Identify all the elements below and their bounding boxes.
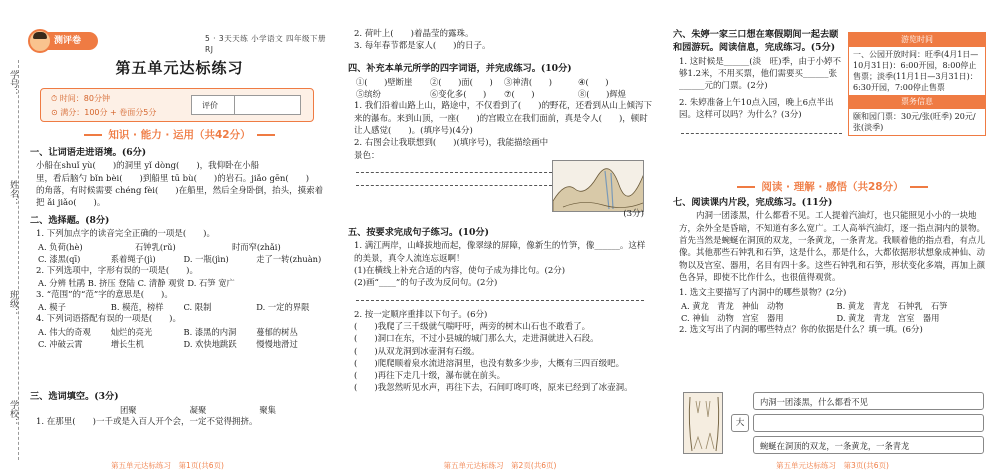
binding-gutter: [0, 0, 26, 476]
question-5: [348, 226, 652, 395]
exam-info-box: [40, 88, 314, 122]
question-text: 2. 按一定顺序重排以下句子。(6分): [354, 309, 488, 320]
question-text: 4. 下列词语搭配有误的一项是( )。: [36, 314, 181, 325]
page-title: 第五单元达标练习: [115, 59, 244, 77]
option[interactable]: 时而窄(zhǎi): [232, 241, 281, 252]
table-header-hours: 游览时间: [849, 33, 985, 47]
option[interactable]: D. 一瓶(jìn): [183, 253, 229, 264]
mountain-illustration: [552, 160, 644, 212]
option[interactable]: A. 负荷(hè): [38, 241, 83, 252]
question-heading: 三、选词填空。(3分): [30, 391, 119, 402]
option[interactable]: B. 黄龙 青龙 石钟乳 石笋: [836, 300, 948, 311]
ticket-info-table: [848, 32, 986, 136]
evaluation-box[interactable]: [191, 95, 301, 115]
section-banner-reading: 阅读 · 理解 · 感悟（共28分）: [673, 180, 992, 195]
option[interactable]: C. 冲破云霄: [38, 338, 83, 349]
question-6: [673, 28, 842, 134]
gutter-name: 姓名：: [8, 180, 19, 207]
question-3: [30, 390, 329, 429]
answer-line[interactable]: [681, 133, 842, 134]
question-text: (2)画“____”的句子改为反问句。(2分): [354, 278, 498, 289]
question-7: [673, 196, 992, 336]
page-footer: 第五单元达标练习 第3页(共6页): [776, 461, 889, 471]
gutter-student-number: 学号：: [8, 70, 19, 97]
answer-box-blank[interactable]: [753, 414, 984, 432]
idiom-blank[interactable]: ③神清( ): [504, 77, 552, 88]
options-row: [673, 300, 992, 312]
option[interactable]: D. 一定的界限: [256, 302, 310, 313]
option[interactable]: A. 分辨 牡鹃 B. 挤压 登陆 C. 清静 观赏 D. 石笋 宽广: [38, 278, 235, 288]
table-cell-hours: 一、公园开放时间：旺季(4月1日—10月31日)：6:00开园，8:00停止售票；淡季(11月1日—3月31日)：6:30开园，7:00停止售票: [853, 49, 979, 93]
question-1: [30, 146, 329, 210]
reading-passage: 内洞一团漆黑，什么都看不见。工人提着汽油灯，也只能照见小小的一块地方，余外全是昏暗，不知道有多么宽广。工人高举汽油灯，逐一指点洞内的景物。首先当然是蜿蜒在洞顶的双龙，一条黄龙，一条青龙。我顺着他的指点看，有点儿像。其他那些石钟乳和石笋，这是什么，那是什么，大都依据形状想象成神仙、动物以及宫室、器用，名目有四十多。这些石钟乳和石笋，形状变化多端，再加上颜色各异，即使不比作什么，也很值得观赏。: [679, 211, 986, 283]
question-text: 2. 朱婷准备上午10点入园，晚上6点半出园。这样可以吗？为什么？(3分): [679, 97, 834, 120]
idiom-blank[interactable]: ⑧( )辉煌: [578, 89, 626, 100]
question-text: 2. 右图会让我联想到( )(填序号)，我能描绘画中景色：: [354, 138, 549, 161]
sequence-item[interactable]: ( )从双龙洞到冰壶洞有石级。: [354, 346, 480, 357]
idiom-blank[interactable]: ⑥变化多( ): [430, 89, 487, 100]
word-bank: [30, 404, 329, 416]
page-footer: 第五单元达标练习 第1页(共6页): [111, 461, 224, 471]
question-text: 2. 下列选项中，字形有误的一项是( )。: [36, 265, 198, 276]
question-heading: 一、让词语走进语境。(6分): [30, 147, 147, 158]
cave-illustration: [683, 392, 723, 454]
idiom-blank[interactable]: ②( )面( ): [430, 77, 493, 88]
gutter-class: 班级：: [8, 290, 19, 317]
table-cell-tickets: 颐和园门票：30元/张(旺季) 20元/张(淡季): [853, 111, 976, 133]
option[interactable]: C. 神仙 动物 宫室 器用: [681, 312, 784, 323]
question-text: 2. 荷叶上( )着晶莹的露珠。: [354, 29, 474, 39]
question-text: 2. 选文写出了内洞的哪些特点？你的依据是什么？填一填。(6分): [679, 324, 923, 335]
word-option: 聚集: [259, 405, 276, 416]
options-row: [30, 277, 329, 289]
option[interactable]: 走了一转(zhuàn): [256, 253, 322, 264]
question-text: 3. “范围”的“范”字的意思是( )。: [36, 290, 173, 301]
options-row: [673, 312, 992, 324]
sequence-item[interactable]: ( )爬爬顺着泉水流进溶洞里，也没有数多少步，大概有三四百级吧。: [354, 358, 625, 369]
option[interactable]: D. 欢快地跳跃: [183, 338, 237, 349]
question-heading: 四、补充本单元所学的四字词语，并完成练习。(10分): [348, 63, 572, 74]
page-1: [0, 0, 335, 476]
sequence-item[interactable]: ( )我爬了三千级就气喘吁吁，两旁的树木山石也不敢看了。: [354, 321, 591, 332]
section-banner-knowledge: 知识 · 能力 · 运用（共42分）: [30, 128, 329, 143]
question-heading: 七、阅读课内片段，完成练习。(11分): [673, 197, 833, 208]
question-text: 1. 这时候是______(淡 旺)季，由于小婷不够1.2米，不用买票，他们需要买______张______元的门票。(2分): [679, 56, 841, 92]
answer-prompt: 蜿蜒在洞顶的双龙，一条黄龙，一条青龙: [760, 441, 910, 451]
page-3: [665, 0, 1000, 476]
answer-box-big[interactable]: [731, 414, 749, 432]
option[interactable]: 增长生机: [110, 338, 144, 349]
answer-box-dark[interactable]: [753, 392, 984, 410]
score-info: ⊙ 满分：100分 + 卷面分5分: [51, 108, 157, 117]
option[interactable]: 蔓郁的树丛: [256, 326, 298, 337]
option[interactable]: D. 黄龙 青龙 宫室 器用: [836, 312, 940, 323]
question-text: 1. 满江两岸，山峰拔地而起，像翠绿的屏障，像新生的竹笋，像______。这样的美景，真令人流连忘返啊！: [354, 241, 646, 264]
series-header: 5 · 3天天练 小学语文 四年级下册 RJ: [205, 34, 326, 54]
options-row: [30, 241, 329, 253]
options-row: [30, 253, 329, 265]
evaluation-label: 评价: [202, 101, 218, 110]
idiom-row: [348, 76, 652, 88]
word-option: 凝聚: [189, 405, 207, 416]
test-badge: [30, 32, 98, 50]
sequence-item[interactable]: ( )洞口在东，不过小县城的城门那么大，走进洞就进入石段。: [354, 334, 599, 345]
idiom-blank[interactable]: ①( )壁断崖: [356, 77, 413, 88]
word-option: 团聚: [120, 405, 137, 416]
answer-prompt: 内洞一团漆黑，什么都看不见: [760, 397, 868, 407]
question-text: 小船在shuǐ yù( )的洞里 yǐ dòng( )，我仰卧在小船: [36, 161, 260, 172]
badge-label: 测评卷: [54, 36, 82, 46]
question-2: [30, 214, 329, 350]
page-2: [340, 0, 660, 476]
idiom-blank[interactable]: ④( ): [578, 77, 609, 88]
gutter-school: 学校：: [8, 400, 19, 427]
sequence-item[interactable]: ( )再往下走几十级，瀑布就在前头。: [354, 371, 506, 382]
score-note: (3分): [623, 209, 644, 219]
question-3-continued: [348, 28, 652, 53]
option[interactable]: 系着绳子(jì): [110, 253, 156, 264]
question-text: 3. 每年春节都是家人( )的日子。: [354, 41, 491, 52]
sequence-item[interactable]: ( )我忽然听见水声，再往下去，石间叮咚叮咚，原来已经到了冰壶洞。: [354, 383, 633, 394]
question-heading: 二、选择题。(8分): [30, 215, 110, 226]
option[interactable]: B. 漆黑的内洞: [183, 326, 237, 337]
feature-label: 大: [735, 418, 745, 428]
answer-line[interactable]: [356, 300, 644, 301]
question-text: 的角落，有时候需要 chéng fèi( )在船里，然后全身卧倒，抬头，摸索着把 ǎi jiǎo( )。: [36, 185, 324, 209]
question-text: 1. 下列加点字的读音完全正确的一项是( )。: [36, 229, 215, 240]
idiom-row: [348, 88, 652, 100]
question-text: 1. 我们沿着山路上山，路途中，不仅看到了( )的野花，还看到从山上倾泻下来的瀑布。来到山顶，一座( )的宫殿立在我们面前，真是令人( )，顿时让人感觉( )。(填序号)(4分): [354, 101, 652, 136]
idiom-blank[interactable]: ⑦( ): [504, 89, 535, 100]
time-info: ⏱ 时间：80分钟: [51, 94, 110, 103]
option[interactable]: 慢慢地滑过: [256, 338, 298, 349]
question-heading: 六、朱婷一家三口想在寒假期间一起去颐和园游玩。阅读信息，完成练习。(5分): [673, 29, 839, 54]
table-header-tickets: 票务信息: [849, 95, 985, 109]
option[interactable]: A. 黄龙 青龙 神仙 动物: [681, 300, 784, 311]
option[interactable]: C. 漆黑(qī): [38, 253, 81, 264]
answer-box-dragons[interactable]: [753, 436, 984, 454]
answer-line[interactable]: [356, 172, 552, 173]
question-text: 1. 在那里( )一千或是入百人开个会，一定不觉得拥挤。: [36, 417, 258, 428]
option[interactable]: 灿烂的亮光: [110, 326, 153, 337]
options-row: [30, 338, 329, 350]
option[interactable]: A. 模子: [38, 302, 66, 313]
question-text: 1. 选文主要描写了内洞中的哪些景物？(2分): [679, 288, 847, 299]
page-footer: 第五单元达标练习 第2页(共6页): [443, 461, 557, 471]
option[interactable]: 石钟乳(rǔ): [135, 241, 176, 252]
options-row: [30, 301, 329, 313]
answer-line[interactable]: [356, 185, 552, 186]
option[interactable]: A. 伟大的奇观: [38, 326, 91, 337]
option[interactable]: C. 限制: [183, 302, 212, 313]
option[interactable]: B. 模范，榜样: [110, 302, 164, 313]
question-text: (1)在横线上补充合适的内容，使句子成为排比句。(2分): [354, 265, 566, 276]
idiom-blank[interactable]: ⑤缤纷: [356, 89, 381, 100]
mascot-icon: [28, 29, 52, 53]
question-heading: 五、按要求完成句子练习。(10分): [348, 227, 489, 238]
options-row: [30, 326, 329, 338]
question-text: 里，看后脑勺 bǐn bèi( )到船里 tū bù( )的岩石。jiǎo gēn( ): [36, 173, 310, 184]
